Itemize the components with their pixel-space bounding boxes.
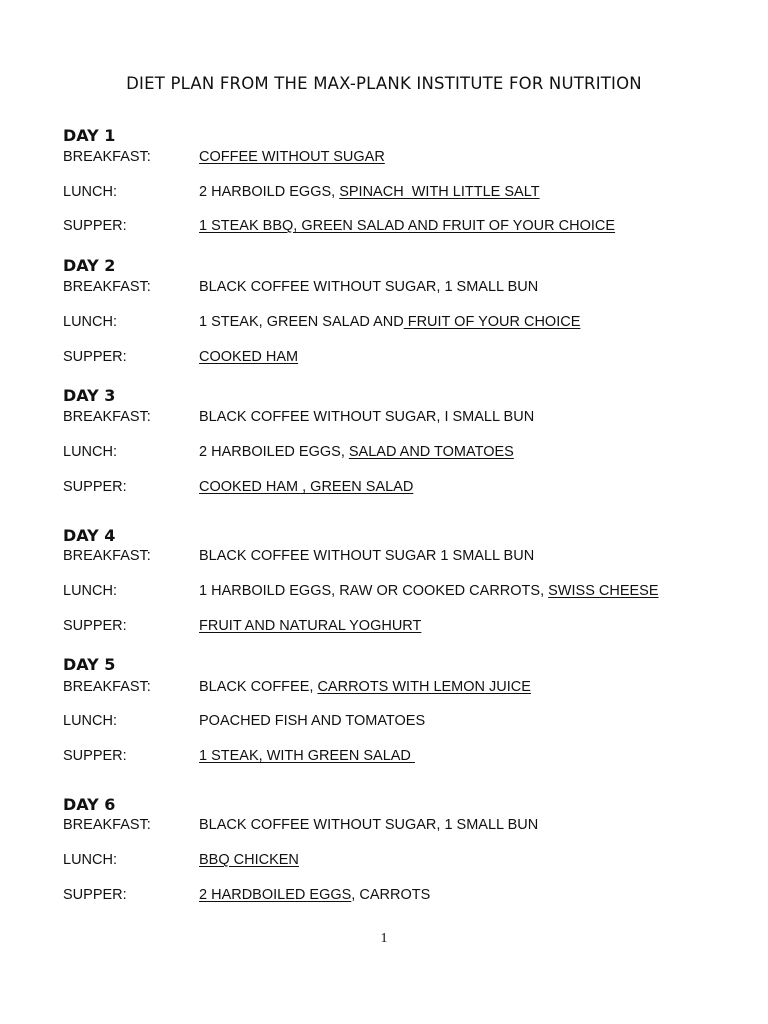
- meal-label: BREAKFAST:: [63, 679, 151, 695]
- meal-value: [199, 583, 659, 599]
- meal-row-supper: [0, 479, 768, 499]
- meal-value: [199, 149, 385, 165]
- meal-text-segment: BLACK COFFEE WITHOUT SUGAR 1 SMALL BUN: [199, 548, 535, 564]
- meal-text-segment: FRUIT OF YOUR CHOICE: [403, 314, 581, 330]
- meal-text-segment: 1 STEAK BBQ, GREEN SALAD AND FRUIT OF YOUR CHOICE: [199, 218, 616, 234]
- meal-label: SUPPER:: [63, 748, 127, 764]
- meal-label: LUNCH:: [63, 713, 117, 729]
- meal-text-segment: SWISS CHEESE: [548, 583, 659, 599]
- meal-row-supper: [0, 887, 768, 907]
- meal-label: LUNCH:: [63, 852, 117, 868]
- meal-text-segment: POACHED FISH AND TOMATOES: [199, 713, 426, 729]
- meal-text-segment: SPINACH WITH LITTLE SALT: [339, 184, 540, 200]
- meal-row-lunch: [0, 444, 768, 464]
- meal-row-lunch: [0, 314, 768, 334]
- meal-value: [199, 409, 534, 425]
- day-heading: DAY 5: [63, 655, 116, 674]
- meal-row-breakfast: [0, 817, 768, 837]
- meal-row-breakfast: [0, 279, 768, 299]
- meal-text-segment: BLACK COFFEE WITHOUT SUGAR, I SMALL BUN: [199, 409, 535, 425]
- meal-label: LUNCH:: [63, 444, 117, 460]
- meal-row-breakfast: [0, 548, 768, 568]
- meal-value: [199, 679, 531, 695]
- meal-row-supper: [0, 618, 768, 638]
- meal-value: [199, 887, 430, 903]
- day-heading: DAY 3: [63, 386, 116, 405]
- meal-label: BREAKFAST:: [63, 149, 151, 165]
- day-heading: DAY 6: [63, 795, 116, 814]
- meal-value: [199, 349, 298, 365]
- meal-row-supper: [0, 218, 768, 238]
- meal-value: [199, 314, 580, 330]
- meal-label: SUPPER:: [63, 618, 127, 634]
- meal-label: BREAKFAST:: [63, 279, 151, 295]
- meal-label: SUPPER:: [63, 479, 127, 495]
- meal-value: [199, 817, 538, 833]
- meal-value: [199, 184, 540, 200]
- meal-label: SUPPER:: [63, 218, 127, 234]
- meal-label: BREAKFAST:: [63, 817, 151, 833]
- meal-text-segment: BLACK COFFEE,: [199, 679, 318, 695]
- meal-value: [199, 852, 299, 868]
- meal-text-segment: 2 HARBOILD EGGS,: [199, 184, 340, 200]
- meal-label: BREAKFAST:: [63, 548, 151, 564]
- meal-row-breakfast: [0, 679, 768, 699]
- meal-text-segment: FRUIT AND NATURAL YOGHURT: [199, 618, 422, 634]
- meal-text-segment: COFFEE WITHOUT SUGAR: [199, 149, 385, 165]
- meal-value: [199, 748, 415, 764]
- meal-row-lunch: [0, 184, 768, 204]
- meal-label: SUPPER:: [63, 887, 127, 903]
- meal-value: [199, 479, 413, 495]
- meal-value: [199, 618, 421, 634]
- meal-label: BREAKFAST:: [63, 409, 151, 425]
- meal-row-breakfast: [0, 409, 768, 429]
- meal-text-segment: BLACK COFFEE WITHOUT SUGAR, 1 SMALL BUN: [199, 817, 539, 833]
- meal-text-segment: COOKED HAM: [199, 349, 299, 365]
- meal-label: LUNCH:: [63, 184, 117, 200]
- meal-row-supper: [0, 748, 768, 768]
- meal-text-segment: 2 HARDBOILED EGGS: [199, 887, 352, 903]
- meal-text-segment: 1 STEAK, GREEN SALAD AND: [199, 314, 404, 330]
- meal-text-segment: BBQ CHICKEN: [199, 852, 299, 868]
- document-title: DIET PLAN FROM THE MAX-PLANK INSTITUTE FOR NUTRITION: [126, 74, 642, 93]
- meal-value: [199, 279, 538, 295]
- meal-text-segment: COOKED HAM , GREEN SALAD: [199, 479, 414, 495]
- meal-value: [199, 444, 514, 460]
- meal-text-segment: , CARROTS: [351, 887, 431, 903]
- meal-label: LUNCH:: [63, 583, 117, 599]
- day-heading: DAY 4: [63, 526, 116, 545]
- day-heading: DAY 1: [63, 126, 116, 145]
- meal-label: SUPPER:: [63, 349, 127, 365]
- meal-value: [199, 713, 425, 729]
- meal-value: [199, 548, 534, 564]
- meal-row-lunch: [0, 852, 768, 872]
- meal-row-breakfast: [0, 149, 768, 169]
- meal-text-segment: 2 HARBOILED EGGS,: [199, 444, 349, 460]
- meal-text-segment: 1 STEAK, WITH GREEN SALAD: [199, 748, 415, 764]
- meal-text-segment: SALAD AND TOMATOES: [348, 444, 514, 460]
- day-heading: DAY 2: [63, 256, 116, 275]
- meal-label: LUNCH:: [63, 314, 117, 330]
- meal-text-segment: CARROTS WITH LEMON JUICE: [317, 679, 531, 695]
- meal-row-lunch: [0, 583, 768, 603]
- meal-row-supper: [0, 349, 768, 369]
- page-number: 1: [380, 931, 388, 946]
- meal-text-segment: 1 HARBOILD EGGS, RAW OR COOKED CARROTS,: [199, 583, 549, 599]
- meal-value: [199, 218, 615, 234]
- meal-text-segment: BLACK COFFEE WITHOUT SUGAR, 1 SMALL BUN: [199, 279, 539, 295]
- meal-row-lunch: [0, 713, 768, 733]
